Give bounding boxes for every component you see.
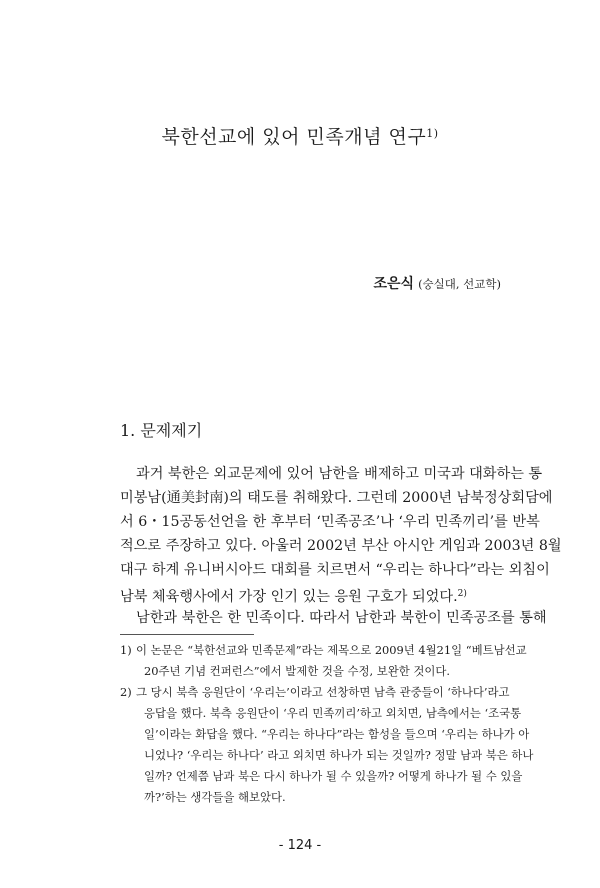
footnote-separator <box>120 634 254 635</box>
body-footnote-mark: 2) <box>457 589 467 599</box>
footnote-line: 일’이라는 화답을 했다. “우리는 하나다”라는 함성을 들으며 ‘우리는 하나가 아 <box>144 727 530 741</box>
footnote-line: 그 당시 북측 응원단이 ‘우리는’이라고 선창하면 남측 관중들이 ‘하나다’라고 <box>136 685 510 699</box>
footnote-line: 니었나? ‘우리는 하나다’ 라고 외치면 하나가 되는 것일까? 정말 남과 북은 하나 <box>144 748 534 762</box>
footnote-line: 20주년 기념 컨퍼런스”에서 발제한 것을 수정, 보완한 것이다. <box>144 664 450 678</box>
author-line <box>373 273 501 293</box>
body-paragraph-line: 서 6・15공동선언을 한 후부터 ‘민족공조’나 ‘우리 민족끼리’를 반복 <box>120 514 540 530</box>
body-paragraph-line <box>120 582 502 609</box>
page-number: - 124 - <box>278 838 322 853</box>
body-paragraph-line: 미봉남(通美封南)의 태도를 취해왔다. 그런데 2000년 남북정상회담에 <box>120 490 553 506</box>
author-name: 조은식 <box>373 276 415 292</box>
body-paragraph-line: 대구 하계 유니버시아드 대회를 치르면서 “우리는 하나다”라는 외침이 <box>120 562 550 578</box>
body-paragraph-line: 남한과 북한은 한 민족이다. 따라서 남한과 북한이 민족공조를 통해 <box>136 610 547 626</box>
footnote-line: 이 논문은 “북한선교와 민족문제”라는 제목으로 2009년 4월21일 “베트남선교 <box>136 643 527 657</box>
paper-title <box>0 122 600 149</box>
footnote-line: 응답을 했다. 북측 응원단이 ‘우리 민족끼리’하고 외치면, 남측에서는 ‘조국통 <box>144 706 522 720</box>
paper-title-text: 북한선교에 있어 민족개념 연구 <box>161 126 427 148</box>
section-heading: 1. 문제제기 <box>120 421 203 440</box>
footnote-number: 1) <box>120 643 132 657</box>
body-paragraph-line: 과거 북한은 외교문제에 있어 남한을 배제하고 미국과 대화하는 통 <box>136 466 543 482</box>
body-line-text: 남북 체육행사에서 가장 인기 있는 응원 구호가 되었다. <box>120 589 458 605</box>
footnote-line: 일까? 언제쯤 남과 북은 다시 하나가 될 수 있을까? 어떻게 하나가 될 수 있을 <box>144 769 523 783</box>
footnote-number: 2) <box>120 685 132 699</box>
title-footnote-mark: 1) <box>426 127 439 140</box>
body-paragraph-line: 적으로 주장하고 있다. 아울러 2002년 부산 아시안 게임과 2003년 8월 <box>120 538 562 554</box>
footnote-line: 까?’하는 생각들을 해보았다. <box>144 790 286 804</box>
author-affiliation: (숭실대, 선교학) <box>418 277 501 291</box>
